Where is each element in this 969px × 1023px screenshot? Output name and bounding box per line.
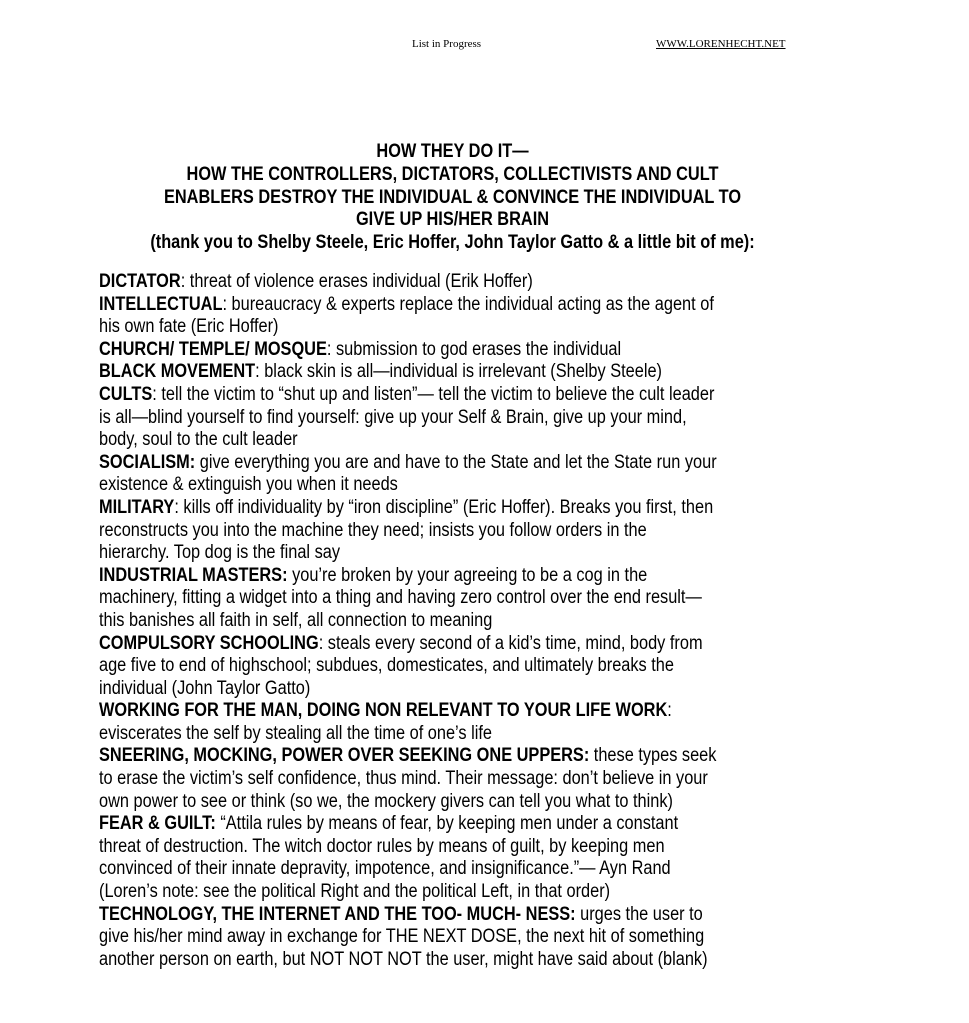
entry-cults	[99, 384, 804, 452]
entry-line	[99, 633, 804, 656]
document-title	[145, 141, 760, 255]
entry-text: : tell the victim to “shut up and listen”— tell the victim to believe the cult leader	[152, 383, 715, 405]
entry-text: hierarchy. Top dog is the final say	[99, 542, 341, 564]
entry-line	[99, 384, 804, 407]
entry-line	[99, 565, 804, 588]
entry-black-movement	[99, 361, 804, 384]
entry-socialism	[99, 452, 804, 497]
entry-text: : black skin is all—individual is irrelevant (Shelby Steele)	[255, 361, 663, 383]
entry-term: SOCIALISM:	[99, 451, 196, 473]
title-line: GIVE UP HIS/HER BRAIN	[355, 209, 550, 231]
entry-church-temple-mosque	[99, 339, 804, 362]
entry-text: “Attila rules by means of fear, by keeping men under a constant	[215, 813, 679, 835]
entry-line	[99, 294, 804, 317]
entry-term: CHURCH/ TEMPLE/ MOSQUE	[99, 338, 327, 360]
entry-term: CULTS	[99, 383, 153, 405]
entry-term: TECHNOLOGY, THE INTERNET AND THE TOO- MUCH- NESS:	[99, 903, 576, 925]
entry-term: MILITARY	[99, 496, 175, 518]
entry-text: you’re broken by your agreeing to be a cog in the	[287, 564, 648, 586]
entry-text: (Loren’s note: see the political Right and the political Left, in that order)	[99, 881, 611, 903]
entry-line	[99, 904, 804, 927]
entry-text: : bureaucracy & experts replace the individual acting as the agent of	[222, 293, 714, 315]
entry-text: is all—blind yourself to find yourself: give up your Self & Brain, give up your mind,	[99, 406, 687, 428]
header-document-label: List in Progress	[412, 38, 482, 50]
entry-text: these types seek	[589, 745, 717, 767]
entry-list	[99, 271, 804, 971]
entry-term: WORKING FOR THE MAN, DOING NON RELEVANT TO YOUR LIFE WORK	[99, 700, 668, 722]
entry-text: : threat of violence erases individual (Erik Hoffer)	[180, 271, 533, 292]
entry-text: another person on earth, but NOT NOT NOT the user, might have said about (blank)	[99, 948, 708, 970]
entry-line	[99, 813, 804, 836]
entry-text: own power to see or think (so we, the mockery givers can tell you what to think)	[99, 790, 673, 812]
entry-dictator	[99, 271, 804, 294]
entry-line	[99, 339, 804, 362]
page-header	[0, 38, 969, 52]
title-line: (thank you to Shelby Steele, Eric Hoffer, John Taylor Gatto & a little bit of me):	[150, 232, 755, 254]
entry-text: eviscerates the self by stealing all the time of one’s life	[99, 722, 492, 744]
entry-text: to erase the victim’s self confidence, thus mind. Their message: don’t believe in your	[99, 768, 708, 790]
entry-text: age five to end of highschool; subdues, domesticates, and ultimately breaks the	[99, 655, 674, 677]
entry-text: machinery, fitting a widget into a thing and having zero control over the end result—	[99, 587, 702, 609]
entry-military	[99, 497, 804, 565]
title-line: HOW THEY DO IT—	[376, 141, 529, 162]
entry-line	[99, 700, 804, 723]
entry-text: threat of destruction. The witch doctor rules by means of guilt, by keeping men	[99, 835, 665, 857]
entry-line	[99, 497, 804, 520]
entry-term: COMPULSORY SCHOOLING	[99, 632, 319, 654]
entry-text: urges the user to	[575, 903, 703, 925]
entry-term: FEAR & GUILT:	[99, 813, 216, 835]
entry-text: reconstructs you into the machine they need; insists you follow orders in the	[99, 519, 647, 541]
entry-industrial-masters	[99, 565, 804, 633]
entry-term: INDUSTRIAL MASTERS:	[99, 564, 288, 586]
entry-line	[99, 361, 804, 384]
entry-text: convinced of their innate depravity, impotence, and insignificance.”— Ayn Rand	[99, 858, 671, 880]
entry-term: DICTATOR	[99, 271, 181, 292]
entry-text: give his/her mind away in exchange for THE NEXT DOSE, the next hit of something	[99, 926, 705, 948]
header-website-link[interactable]: WWW.LORENHECHT.NET	[656, 38, 786, 50]
entry-working-for-the-man	[99, 700, 804, 745]
entry-sneering-mocking	[99, 745, 804, 813]
entry-text: this banishes all faith in self, all connection to meaning	[99, 609, 493, 631]
entry-line	[99, 271, 804, 294]
entry-text: body, soul to the cult leader	[99, 429, 298, 451]
title-line: ENABLERS DESTROY THE INDIVIDUAL & CONVINCE THE INDIVIDUAL TO	[163, 186, 742, 208]
entry-text: :	[667, 700, 672, 722]
title-line: HOW THE CONTROLLERS, DICTATORS, COLLECTIVISTS AND CULT	[186, 163, 719, 185]
entry-text: give everything you are and have to the State and let the State run your	[195, 451, 717, 473]
entry-fear-and-guilt	[99, 813, 804, 903]
entry-line	[99, 745, 804, 768]
entry-text: : submission to god erases the individual	[326, 338, 622, 360]
entry-term: INTELLECTUAL	[99, 293, 223, 315]
entry-text: existence & extinguish you when it needs	[99, 474, 398, 496]
entry-text: : steals every second of a kid’s time, mind, body from	[318, 632, 703, 654]
entry-technology	[99, 904, 804, 972]
entry-text: : kills off individuality by “iron discipline” (Eric Hoffer). Breaks you first, then	[174, 496, 714, 518]
entry-line	[99, 452, 804, 475]
entry-term: SNEERING, MOCKING, POWER OVER SEEKING ONE UPPERS:	[99, 745, 590, 767]
entry-term: BLACK MOVEMENT	[99, 361, 256, 383]
entry-compulsory-schooling	[99, 633, 804, 701]
entry-intellectual	[99, 294, 804, 339]
entry-text: his own fate (Eric Hoffer)	[99, 316, 279, 338]
entry-text: individual (John Taylor Gatto)	[99, 677, 311, 699]
